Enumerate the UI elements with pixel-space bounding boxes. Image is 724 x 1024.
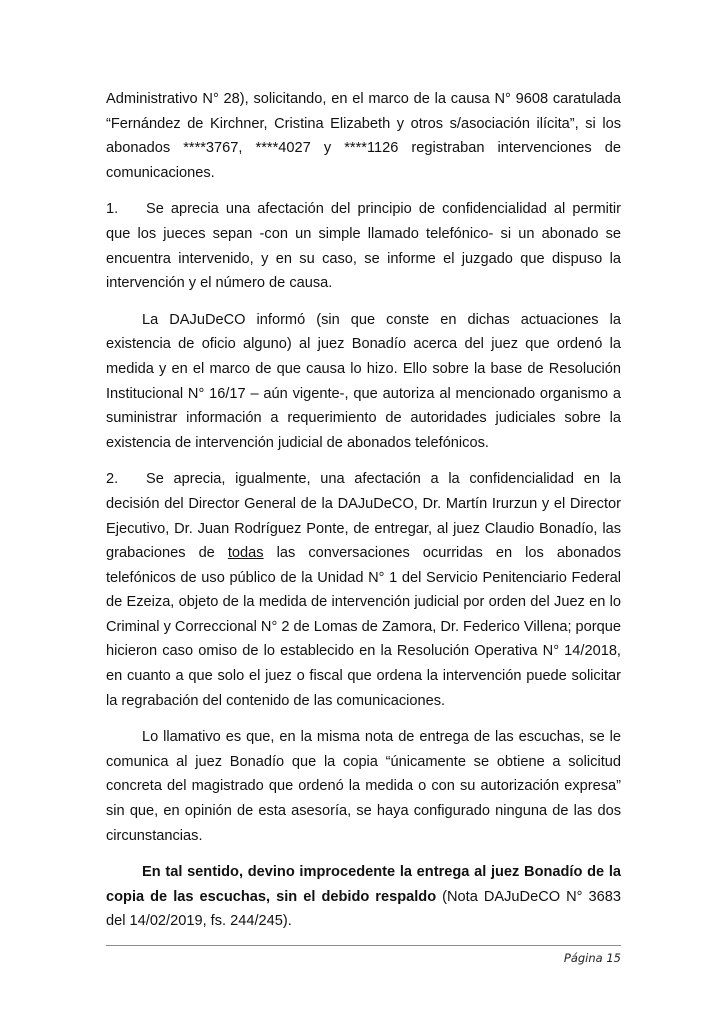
paragraph-lo-llamativo: Lo llamativo es que, en la misma nota de entrega de las escuchas, se le comunica al juez Bonadío que la copia “únicamente se obtiene a solicitud concreta del magistrado que ordenó la medida o con su autorización expresa” sin que, en opinión de esta asesoría, se haya configurado ninguna de las dos circunstancias. [106,729,621,844]
item-text-start: Se aprecia, igualmente, una afectación a la confidencialidad en la decisión del Director General de la DAJuDeCO, Dr. Martín Irurzun y el Director Ejecutivo, Dr. Juan Rodríguez Ponte, de entregar, al juez Claudio Bonadío, las grabaciones de [106,471,621,562]
document-body [106,87,621,946]
paragraph-continuation: Administrativo N° 28), solicitando, en el marco de la causa N° 9608 caratulada “Fernández de Kirchner, Cristina Elizabeth y otros s/asociación ilícita”, si los abonados ****3767, ****4027 y ****1126 registraban intervenciones de comunicaciones. [106,91,621,181]
footer-divider [106,945,621,946]
item-text-end: las conversaciones ocurridas en los abonados telefónicos de uso público de la Unidad N° 1 del Servicio Penitenciario Federal de Ezeiza, objeto de la medida de intervención judicial por orden del Juez en lo Criminal y Correccional N° 2 de Lomas de Zamora, Dr. Federico Villena; porque hicieron caso omiso de lo establecido en la Resolución Operativa N° 14/2018, en cuanto a que solo el juez o fiscal que ordena la intervención puede solicitar la regrabación del contenido de las comunicaciones. [106,545,622,709]
item-text: Se aprecia una afectación del principio de confidencialidad al permitir que los jueces sepan -con un simple llamado telefónico- si un abonado se encuentra intervenido, y en su caso, se informe el juzgado que dispuso la intervención y el número de causa. [106,201,621,292]
paragraph-item-2 [106,467,621,713]
paragraph-conclusion [106,860,621,934]
page-number: Página 15 [563,951,621,965]
underlined-word: todas [227,545,264,562]
paragraph-dajudeco-informo: La DAJuDeCO informó (sin que conste en dichas actuaciones la existencia de oficio alguno) al juez Bonadío acerca del juez que ordenó la medida y en el marco de que causa lo hizo. Ello sobre la base de Resolución Institucional N° 16/17 – aún vigente-, que autoriza al mencionado organismo a suministrar información a requerimiento de autoridades judiciales sobre la existencia de intervención judicial de abonados telefónicos. [106,311,621,451]
conclusion-bold-text: En tal sentido, devino improcedente la entrega al juez Bonadío de la copia de las escuchas, sin el debido respaldo [106,864,621,905]
conclusion-reference-text: (Nota DAJuDeCO N° 3683 del 14/02/2019, fs. 244/245). [106,888,621,930]
item-number: 2. [106,471,119,488]
paragraph-item-1 [106,197,621,295]
item-number: 1. [106,201,119,218]
